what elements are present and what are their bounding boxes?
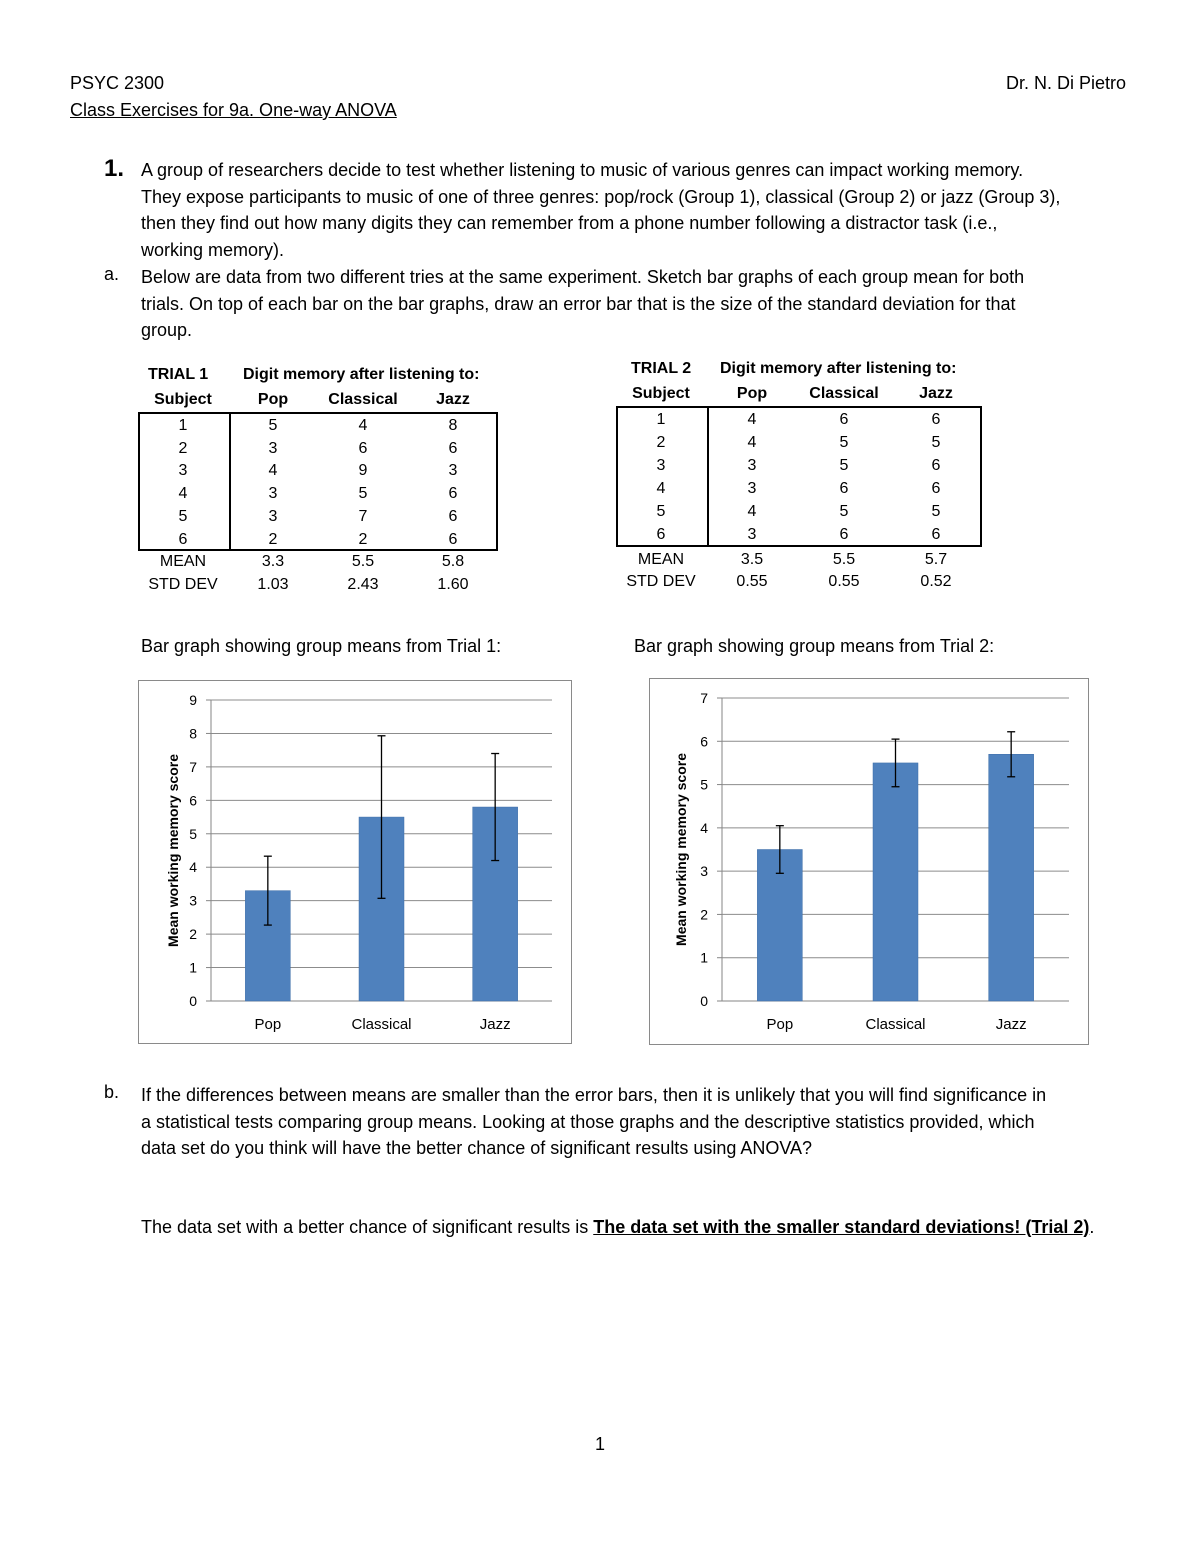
score-cell: 6 — [448, 485, 458, 503]
score-cell: 3 — [268, 507, 278, 525]
score-cell: 5 — [839, 503, 849, 520]
score-cell: 6 — [931, 411, 941, 428]
score-cell: 3 — [268, 485, 278, 503]
part-a-text: Below are data from two different tries at the same experiment. Sketch bar graphs of each group mean for both trials. On top of each bar on the bar graphs, draw an error bar that is the size of the standard deviation for that group. — [141, 267, 1025, 340]
y-tick-label: 2 — [189, 926, 197, 943]
instructor-name: Dr. N. Di Pietro — [1005, 73, 1126, 93]
score-cell: 2 — [268, 530, 278, 548]
mean-value: 3.5 — [740, 551, 764, 568]
part-b-text: If the differences between means are smaller than the error bars, then it is unlikely that you will find significance in a statistical tests comparing group means. Looking at those graphs and the descriptive statistics provided, which data set do you think will have the better chance of significant results using ANOVA? — [141, 1085, 1047, 1158]
table-group-header: Digit memory after listening to: — [720, 360, 957, 377]
subject-id-cell: 3 — [656, 457, 666, 474]
answer-line — [141, 1214, 1101, 1241]
subject-id-cell: 4 — [178, 485, 188, 503]
subject-id-cell: 6 — [178, 530, 188, 548]
bar-jazz — [989, 754, 1034, 1001]
question-number: 1. — [104, 155, 125, 182]
y-axis-label: Mean working memory score — [673, 753, 689, 946]
std-value: 0.55 — [736, 573, 768, 590]
column-header: Subject — [154, 391, 212, 408]
score-cell: 5 — [358, 485, 368, 503]
y-tick-label: 7 — [189, 758, 197, 775]
column-header: Jazz — [919, 385, 953, 402]
trial-2-chart-svg — [650, 679, 1090, 1046]
score-cell: 3 — [747, 480, 757, 497]
y-tick-label: 3 — [700, 863, 708, 880]
score-cell: 6 — [448, 507, 458, 525]
score-cell: 5 — [839, 457, 849, 474]
trial-1-table — [138, 366, 498, 598]
mean-value: 5.8 — [441, 553, 465, 570]
score-cell: 6 — [448, 439, 458, 457]
trial-2-chart — [649, 678, 1089, 1045]
subject-id-cell: 1 — [178, 417, 188, 434]
table-group-header: Digit memory after listening to: — [243, 366, 480, 383]
std-label: STD DEV — [148, 576, 218, 593]
y-tick-label: 4 — [189, 859, 197, 876]
std-value: 1.60 — [437, 576, 469, 593]
score-cell: 6 — [358, 439, 368, 457]
score-cell: 6 — [839, 526, 849, 543]
std-value: 2.43 — [347, 576, 379, 593]
subject-id-cell: 5 — [178, 507, 188, 525]
score-cell: 3 — [747, 457, 757, 474]
y-tick-label: 6 — [189, 792, 197, 809]
score-cell: 5 — [839, 434, 849, 451]
score-cell: 4 — [747, 503, 757, 520]
column-header: Classical — [809, 385, 879, 402]
column-header: Subject — [632, 385, 690, 402]
question-text: A group of researchers decide to test whether listening to music of various genres can impact working memory. They expose participants to music of one of three genres: pop/rock (Group 1), classical (Group 2) or jazz (Group 3), then they find out how many digits they can remember from a phone number following a distractor task (i.e., working memory). — [141, 160, 1061, 260]
score-cell: 2 — [358, 530, 368, 548]
answer-prefix: The data set with a better chance of significant results is — [141, 1217, 594, 1237]
subject-id-cell: 1 — [656, 411, 666, 428]
score-cell: 7 — [358, 507, 368, 525]
chart-2-caption: Bar graph showing group means from Trial 2: — [634, 636, 995, 656]
y-tick-label: 5 — [700, 776, 708, 793]
bar-classical — [873, 763, 918, 1001]
score-cell: 4 — [747, 411, 757, 428]
score-cell: 4 — [358, 417, 368, 434]
trial-1-chart — [138, 680, 572, 1044]
answer-emphasis: The data set with the smaller standard deviations! (Trial 2) — [593, 1217, 1090, 1237]
y-tick-label: 5 — [189, 825, 197, 842]
answer-suffix: . — [1089, 1217, 1095, 1237]
score-cell: 6 — [839, 480, 849, 497]
score-cell: 5 — [931, 503, 941, 520]
y-tick-label: 2 — [700, 906, 708, 923]
y-tick-label: 4 — [700, 819, 708, 836]
trial-2-table — [616, 360, 982, 592]
table-grid — [616, 406, 982, 547]
score-cell: 8 — [448, 417, 458, 434]
score-cell: 6 — [931, 480, 941, 497]
score-cell: 4 — [268, 462, 278, 480]
std-value: 0.52 — [920, 573, 952, 590]
chart-1-caption: Bar graph showing group means from Trial 1: — [141, 636, 502, 656]
std-value: 0.55 — [828, 573, 860, 590]
subject-id-cell: 6 — [656, 526, 666, 543]
y-tick-label: 0 — [700, 993, 708, 1009]
subject-id-cell: 2 — [178, 439, 188, 457]
mean-value: 3.3 — [261, 553, 285, 570]
y-axis-label: Mean working memory score — [165, 754, 181, 947]
y-tick-label: 0 — [189, 993, 197, 1009]
score-cell: 6 — [931, 526, 941, 543]
y-tick-label: 8 — [189, 725, 197, 742]
column-header: Classical — [328, 391, 398, 408]
column-header: Pop — [736, 385, 768, 402]
score-cell: 5 — [931, 434, 941, 451]
trial-1-chart-svg — [139, 681, 573, 1045]
page-subtitle: Class Exercises for 9a. One-way ANOVA — [70, 100, 397, 120]
x-tick-label: Pop — [766, 1016, 794, 1033]
x-tick-label: Classical — [865, 1016, 926, 1033]
score-cell: 5 — [268, 417, 278, 434]
mean-label: MEAN — [637, 551, 685, 568]
mean-value: 5.7 — [924, 551, 948, 568]
y-tick-label: 1 — [700, 949, 708, 966]
subject-id-cell: 2 — [656, 434, 666, 451]
mean-value: 5.5 — [351, 553, 375, 570]
y-tick-label: 6 — [700, 733, 708, 750]
score-cell: 3 — [448, 462, 458, 480]
score-cell: 4 — [747, 434, 757, 451]
score-cell: 6 — [839, 411, 849, 428]
y-tick-label: 9 — [189, 692, 197, 708]
subject-id-cell: 5 — [656, 503, 666, 520]
column-header: Jazz — [436, 391, 470, 408]
score-cell: 3 — [747, 526, 757, 543]
table-title: TRIAL 2 — [631, 360, 692, 377]
x-tick-label: Jazz — [995, 1016, 1027, 1033]
y-tick-label: 3 — [189, 892, 197, 909]
score-cell: 3 — [268, 439, 278, 457]
std-label: STD DEV — [626, 573, 696, 590]
mean-label: MEAN — [159, 553, 207, 570]
page-number: 1 — [594, 1434, 605, 1454]
score-cell: 6 — [448, 530, 458, 548]
subject-id-cell: 3 — [178, 462, 188, 480]
x-tick-label: Jazz — [479, 1016, 511, 1033]
column-header: Pop — [257, 391, 289, 408]
score-cell: 9 — [358, 462, 368, 480]
y-tick-label: 7 — [700, 690, 708, 706]
subject-id-cell: 4 — [656, 480, 666, 497]
course-code: PSYC 2300 — [70, 73, 165, 93]
std-value: 1.03 — [257, 576, 289, 593]
part-b-label: b. — [104, 1082, 120, 1102]
table-title: TRIAL 1 — [148, 366, 209, 383]
mean-value: 5.5 — [832, 551, 856, 568]
x-tick-label: Classical — [351, 1016, 412, 1033]
x-tick-label: Pop — [254, 1016, 282, 1033]
y-tick-label: 1 — [189, 959, 197, 976]
part-a-label: a. — [104, 264, 120, 284]
table-grid — [138, 412, 498, 551]
score-cell: 6 — [931, 457, 941, 474]
